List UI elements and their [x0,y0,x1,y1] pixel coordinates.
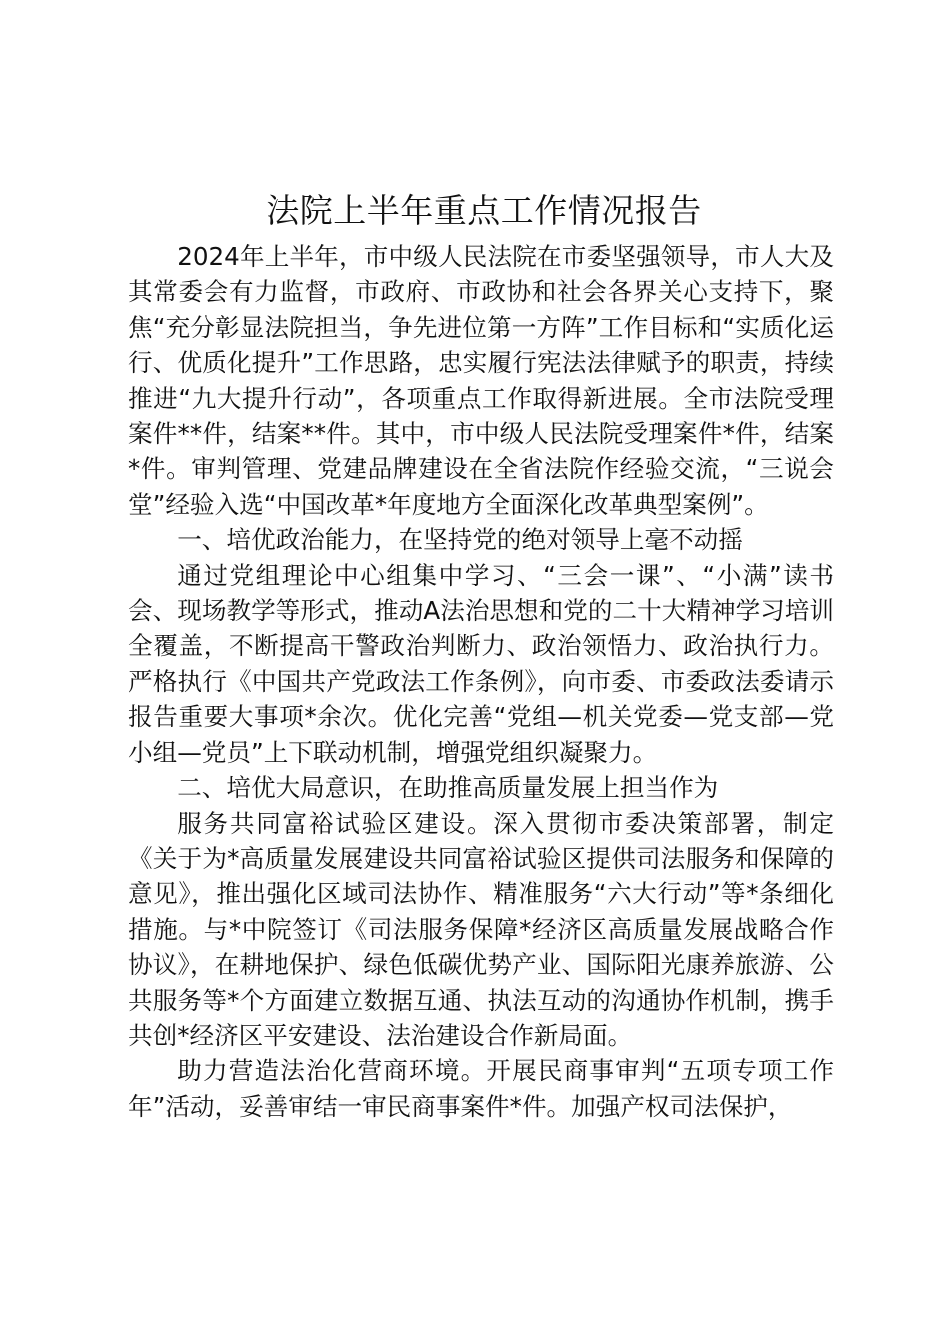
section-2-paragraph: 服务共同富裕试验区建设。深入贯彻市委决策部署，制定《关于为*高质量发展建设共同富裕试验区提供司法服务和保障的意见》，推出强化区域司法协作、精准服务“六大行动”等*条细化措施。与*中院签订《司法服务保障*经济区高质量发展战略合作协议》，在耕地保护、绿色低碳优势产业、国际阳光康养旅游、公共服务等*个方面建立数据互通、执法互动的沟通协作机制，携手共创*经济区平安建设、法治建设合作新局面。 [128,808,834,1050]
intro-paragraph: 2024年上半年，市中级人民法院在市委坚强领导，市人大及其常委会有力监督，市政府、市政协和社会各界关心支持下，聚焦“充分彰显法院担当，争先进位第一方阵”工作目标和“实质化运行、优质化提升”工作思路，忠实履行宪法法律赋予的职责，持续推进“九大提升行动”，各项重点工作取得新进展。全市法院受理案件**件，结案**件。其中，市中级人民法院受理案件*件，结案*件。审判管理、党建品牌建设在全省法院作经验交流，“三说会堂”经验入选“中国改革*年度地方全面深化改革典型案例”。 [128,242,834,519]
section-1-heading: 一、培优政治能力，在坚持党的绝对领导上毫不动摇 [177,525,743,555]
section-2-paragraph: 助力营造法治化营商环境。开展民商事审判“五项专项工作年”活动，妥善审结一审民商事案件*件。加强产权司法保护， [128,1056,834,1121]
section-1-paragraph: 通过党组理论中心组集中学习、“三会一课”、“小满”读书会、现场教学等形式，推动A法治思想和党的二十大精神学习培训全覆盖，不断提高干警政治判断力、政治领悟力、政治执行力。严格执行《中国共产党政法工作条例》，向市委、市委政法委请示报告重要大事项*余次。优化完善“党组—机关党委—党支部—党小组—党员”上下联动机制，增强党组织凝聚力。 [128,560,834,767]
document-title: 法院上半年重点工作情况报告 [266,191,702,230]
document-page [128,188,834,1124]
section-2-heading: 二、培优大局意识，在助推高质量发展上担当作为 [177,773,719,803]
